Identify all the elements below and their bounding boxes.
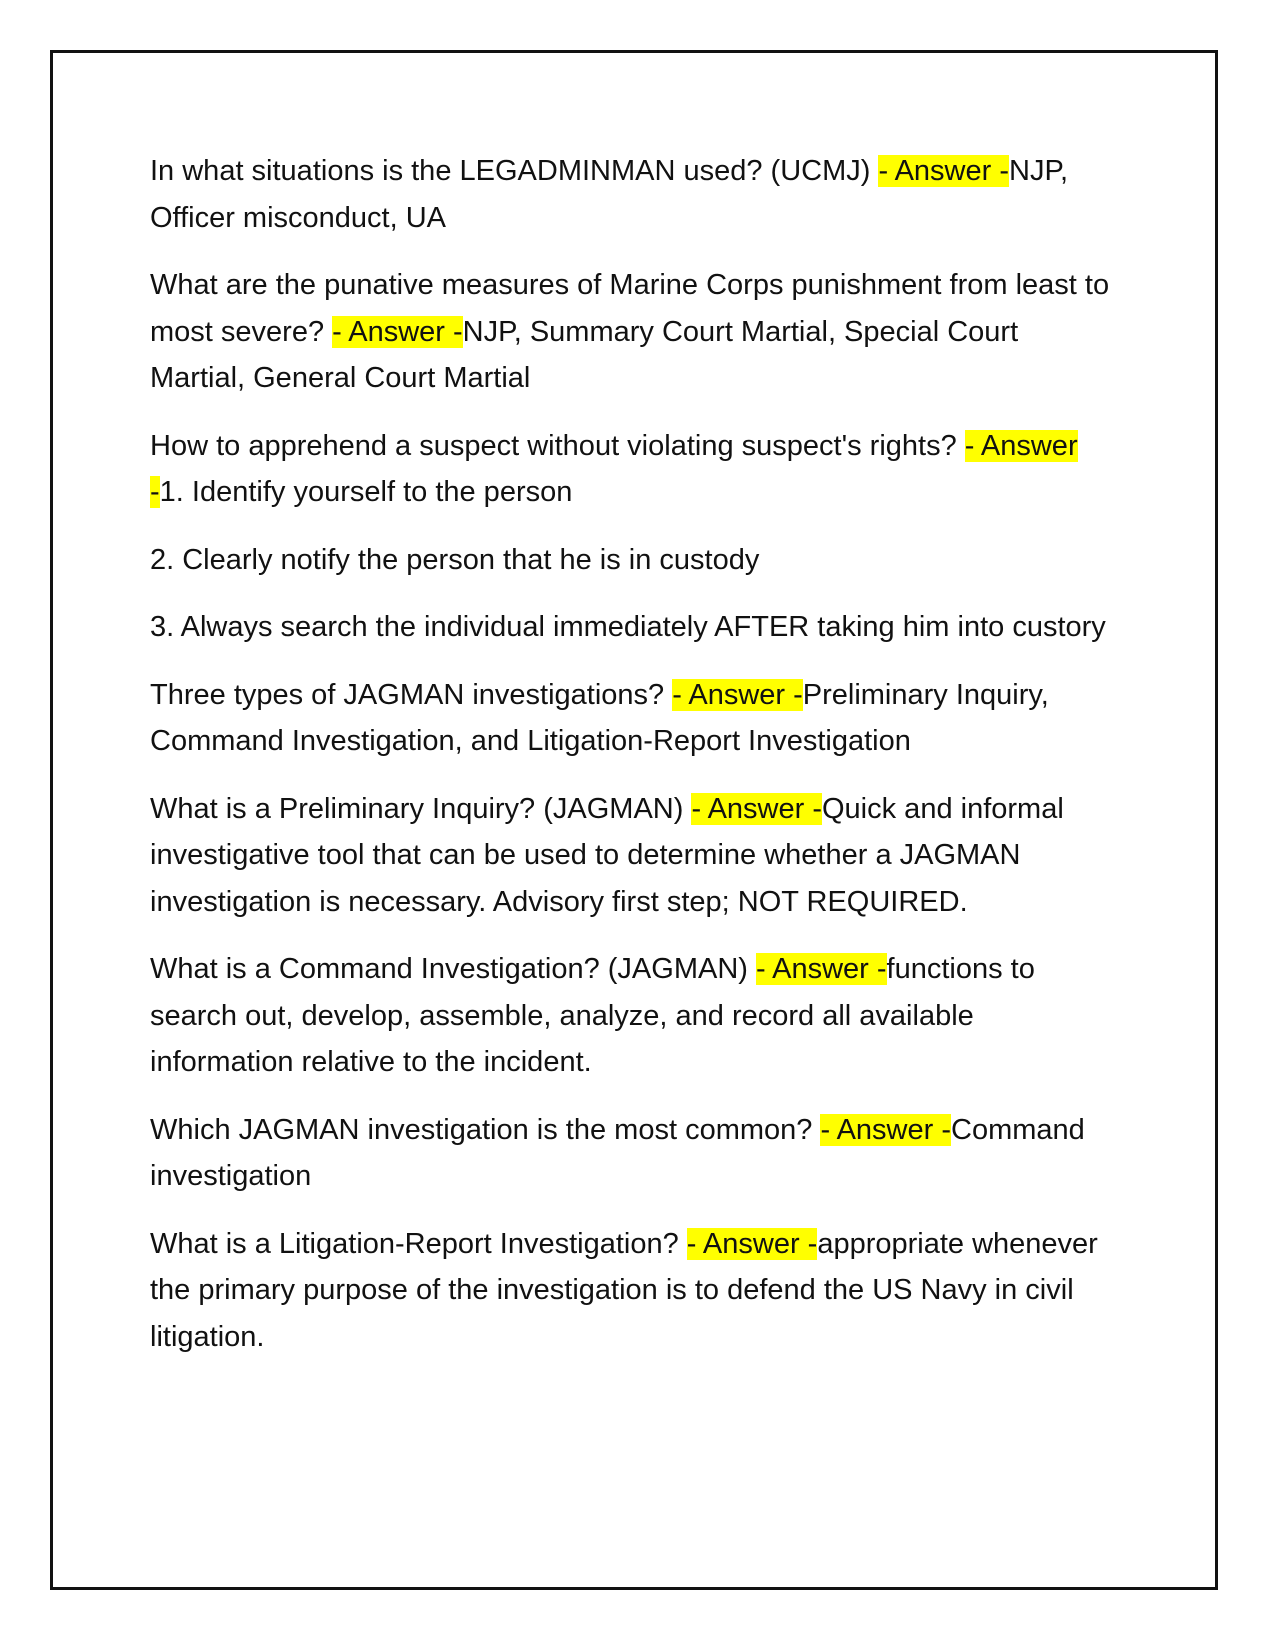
question-text: Which JAGMAN investigation is the most common? — [150, 1113, 821, 1146]
question-text: In what situations is the LEGADMINMAN used? (UCMJ) — [150, 155, 879, 187]
step-text: 3. Always search the individual immediately AFTER taking him into custory — [150, 611, 1106, 643]
answer-text: NJP, Officer misconduct, UA — [150, 155, 1069, 234]
qa-item — [150, 423, 1110, 516]
answer-text: NJP, Summary Court Martial, Special Court Martial, General Court Martial — [150, 315, 1019, 394]
question-text: How to apprehend a suspect without violating suspect's rights? — [150, 429, 965, 462]
answer-text: appropriate whenever the primary purpose of the investigation is to defend the US Navy in civil litigation. — [150, 1227, 1098, 1353]
answer-marker: - Answer - — [672, 678, 803, 711]
qa-item — [150, 148, 1110, 241]
answer-marker: - Answer - — [820, 1113, 951, 1146]
list-step — [150, 604, 1110, 651]
answer-text: Preliminary Inquiry, Command Investigation, and Litigation-Report Investigation — [150, 678, 1049, 757]
qa-item — [150, 672, 1110, 765]
answer-marker: - Answer - — [150, 429, 1078, 508]
answer-marker: - Answer - — [691, 792, 822, 825]
answer-text: Quick and informal investigative tool that can be used to determine whether a JAGMAN investigation is necessary. Advisory first step; NOT REQUIRED. — [150, 792, 1064, 918]
question-text: What is a Litigation-Report Investigation? — [150, 1227, 687, 1260]
qa-item — [150, 946, 1110, 1086]
step-text: 2. Clearly notify the person that he is in custody — [150, 543, 760, 576]
answer-text: Command investigation — [150, 1113, 1085, 1192]
question-text: What are the punative measures of Marine Corps punishment from least to most severe? — [150, 269, 1110, 348]
qa-item — [150, 262, 1110, 402]
qa-item — [150, 786, 1110, 926]
answer-text: 1. Identify yourself to the person — [159, 476, 573, 508]
qa-item — [150, 1107, 1110, 1200]
answer-text: functions to search out, develop, assemble, analyze, and record all available information relative to the incident. — [150, 953, 1035, 1078]
list-step — [150, 537, 1110, 584]
qa-item — [150, 1221, 1110, 1361]
question-text: What is a Preliminary Inquiry? (JAGMAN) — [150, 792, 692, 825]
document-body — [150, 148, 1110, 1381]
question-text: Three types of JAGMAN investigations? — [150, 678, 673, 711]
answer-marker: - Answer - — [332, 315, 463, 348]
answer-marker: - Answer - — [878, 155, 1009, 187]
question-text: What is a Command Investigation? (JAGMAN) — [150, 953, 756, 985]
answer-marker: - Answer - — [686, 1227, 818, 1260]
answer-marker: - Answer - — [755, 953, 887, 985]
